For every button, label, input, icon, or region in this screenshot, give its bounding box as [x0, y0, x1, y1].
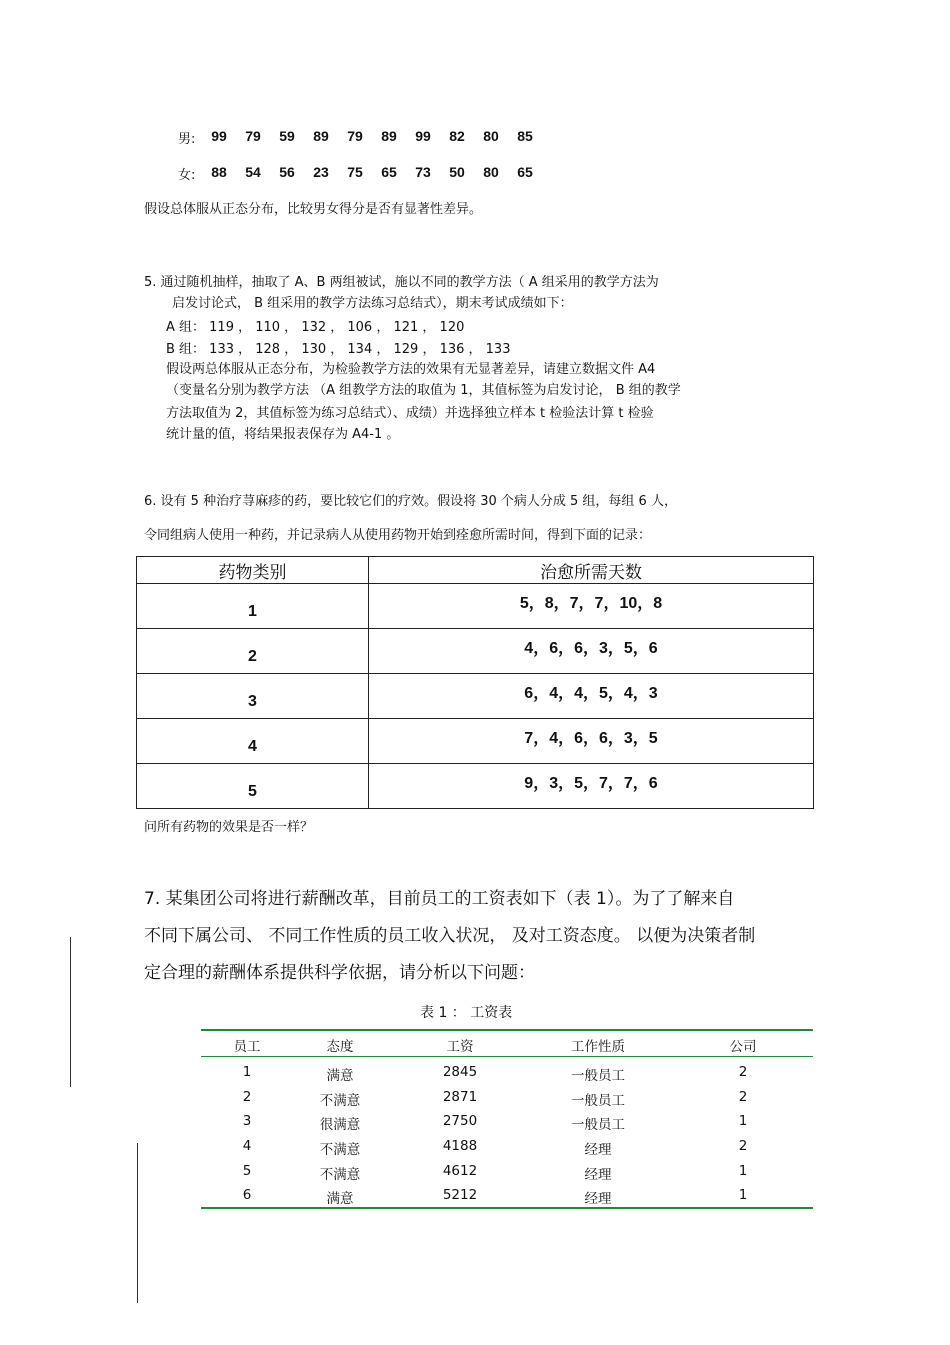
cell-job-type: 经理 — [584, 1142, 612, 1158]
cell-salary: 2871 — [442, 1089, 478, 1105]
male-score: 89 — [381, 128, 397, 144]
male-score: 89 — [313, 128, 329, 144]
q7-line: 定合理的薪酬体系提供科学依据，请分析以下问题： — [144, 963, 535, 983]
q6-line: 令同组病人使用一种药，并记录病人从使用药物开始到痊愈所需时间，得到下面的记录： — [144, 528, 652, 543]
male-score: 79 — [347, 128, 363, 144]
q6-line: 6. 设有 5 种治疗荨麻疹的药，要比较它们的疗效。假设将 30 个病人分成 5 组，每组 6 人， — [144, 494, 677, 509]
male-score: 99 — [415, 128, 431, 144]
female-score: 65 — [517, 164, 533, 180]
q6-question: 问所有药物的效果是否一样？ — [144, 820, 314, 835]
cell-company: 1 — [738, 1163, 748, 1179]
header-employee: 员工 — [233, 1039, 261, 1055]
header-company: 公司 — [729, 1039, 757, 1055]
header-days: 治愈所需天数 — [369, 557, 814, 584]
table-row — [137, 629, 814, 674]
table-row — [137, 719, 814, 764]
male-score: 85 — [517, 128, 533, 144]
cell-salary: 5212 — [442, 1187, 478, 1203]
header-salary: 工资 — [446, 1039, 474, 1055]
cell-employee: 6 — [242, 1187, 252, 1203]
female-score: 65 — [381, 164, 397, 180]
q5-group-a: A 组： 119 ， 110 ， 132 ， 106 ， 121 ， 120 — [166, 320, 465, 335]
male-score: 79 — [245, 128, 261, 144]
days-cell: 4，6，6，3，5，6 — [369, 629, 814, 674]
cell-attitude: 很满意 — [319, 1117, 361, 1133]
female-score: 80 — [483, 164, 499, 180]
cell-company: 2 — [738, 1089, 748, 1105]
cell-company: 1 — [738, 1113, 748, 1129]
table-row — [137, 674, 814, 719]
cell-company: 2 — [738, 1138, 748, 1154]
female-score: 50 — [449, 164, 465, 180]
female-score: 56 — [279, 164, 295, 180]
cell-employee: 2 — [242, 1089, 252, 1105]
table-row — [137, 764, 814, 809]
cell-attitude: 不满意 — [319, 1142, 361, 1158]
q5-group-b: B 组： 133 ， 128 ， 130 ， 134 ， 129 ， 136 ， 133 — [166, 342, 511, 357]
header-attitude: 态度 — [326, 1039, 354, 1055]
margin-line — [137, 1143, 138, 1303]
q5-line: 统计量的值，将结果报表保存为 A4-1 。 — [166, 427, 400, 442]
salary-table-caption: 表 1 ： 工资表 — [420, 1005, 513, 1021]
male-score: 59 — [279, 128, 295, 144]
drug-days-table — [136, 556, 814, 809]
male-label: 男: — [178, 132, 196, 147]
drug-cell: 3 — [137, 674, 369, 719]
drug-cell: 2 — [137, 629, 369, 674]
cell-company: 1 — [738, 1187, 748, 1203]
table-header-rule — [201, 1056, 813, 1057]
cell-job-type: 一般员工 — [571, 1117, 625, 1133]
table-row — [137, 584, 814, 629]
drug-cell: 4 — [137, 719, 369, 764]
cell-attitude: 不满意 — [319, 1167, 361, 1183]
header-job-type: 工作性质 — [571, 1039, 625, 1055]
table-bottom-rule — [201, 1207, 813, 1209]
female-score: 88 — [211, 164, 227, 180]
male-score: 99 — [211, 128, 227, 144]
table-top-rule — [201, 1029, 813, 1031]
drug-cell: 5 — [137, 764, 369, 809]
days-cell: 5，8，7，7，10，8 — [369, 584, 814, 629]
days-cell: 7，4，6，6，3，5 — [369, 719, 814, 764]
female-label: 女: — [178, 168, 196, 183]
table-header-row — [137, 557, 814, 584]
header-drug-type: 药物类别 — [137, 557, 369, 584]
cell-salary: 4612 — [442, 1163, 478, 1179]
cell-salary: 4188 — [442, 1138, 478, 1154]
q5-line: 启发讨论式， B 组采用的教学方法练习总结式），期末考试成绩如下： — [172, 296, 573, 311]
female-score: 75 — [347, 164, 363, 180]
cell-attitude: 满意 — [326, 1068, 354, 1084]
cell-job-type: 一般员工 — [571, 1068, 625, 1084]
cell-employee: 4 — [242, 1138, 252, 1154]
q4-question: 假设总体服从正态分布，比较男女得分是否有显著性差异。 — [144, 202, 483, 217]
cell-job-type: 经理 — [584, 1167, 612, 1183]
days-cell: 9，3，5，7，7，6 — [369, 764, 814, 809]
q7-line: 7. 某集团公司将进行薪酬改革，目前员工的工资表如下（表 1）。为了了解来自 — [144, 889, 735, 909]
cell-salary: 2750 — [442, 1113, 478, 1129]
female-score: 54 — [245, 164, 261, 180]
cell-employee: 5 — [242, 1163, 252, 1179]
q5-line: 方法取值为 2，其值标签为练习总结式）、成绩）并选择独立样本 t 检验法计算 t 检验 — [166, 406, 654, 421]
male-score: 82 — [449, 128, 465, 144]
cell-salary: 2845 — [442, 1064, 478, 1080]
cell-employee: 3 — [242, 1113, 252, 1129]
cell-company: 2 — [738, 1064, 748, 1080]
days-cell: 6，4，4，5，4，3 — [369, 674, 814, 719]
q5-line: 5. 通过随机抽样，抽取了 A、B 两组被试，施以不同的教学方法（ A 组采用的教学方法为 — [144, 275, 659, 290]
drug-cell: 1 — [137, 584, 369, 629]
cell-job-type: 经理 — [584, 1191, 612, 1207]
q5-line: 假设两总体服从正态分布，为检验教学方法的效果有无显著差异，请建立数据文件 A4 — [166, 362, 656, 377]
female-score: 23 — [313, 164, 329, 180]
male-score: 80 — [483, 128, 499, 144]
female-score: 73 — [415, 164, 431, 180]
q7-line: 不同下属公司、 不同工作性质的员工收入状况， 及对工资态度。 以便为决策者制 — [144, 926, 756, 946]
q5-line: （变量名分别为教学方法 （A 组教学方法的取值为 1，其值标签为启发讨论， B 组的教学 — [166, 383, 681, 398]
cell-job-type: 一般员工 — [571, 1093, 625, 1109]
cell-attitude: 满意 — [326, 1191, 354, 1207]
cell-attitude: 不满意 — [319, 1093, 361, 1109]
cell-employee: 1 — [242, 1064, 252, 1080]
margin-line — [70, 937, 71, 1087]
